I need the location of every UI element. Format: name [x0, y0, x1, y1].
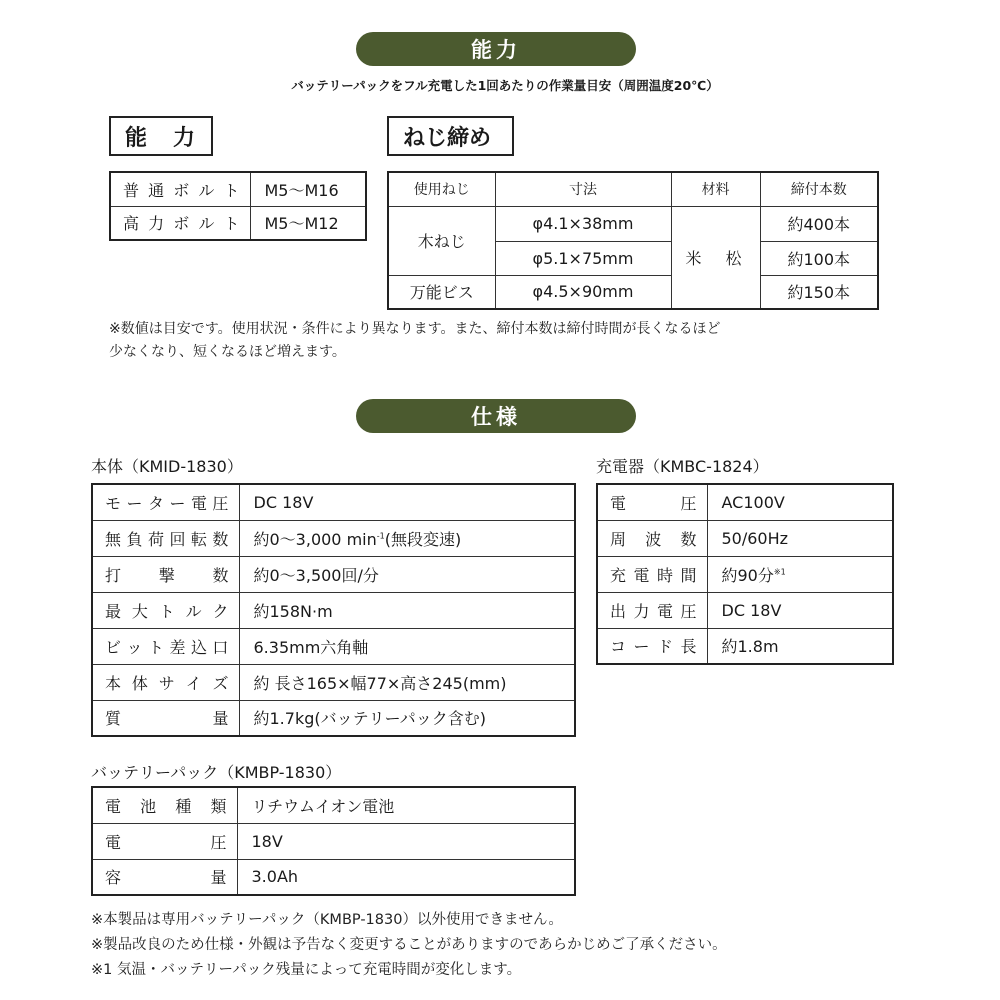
- value-text: 18V: [251, 831, 283, 851]
- label-char: 池: [140, 796, 157, 816]
- table-row: [92, 787, 575, 823]
- table-row: [92, 700, 575, 736]
- value-text: 約1.7kg(バッテリーパック含む): [253, 709, 487, 729]
- value-text: 50/60Hz: [721, 528, 789, 548]
- label-char: 電: [190, 493, 207, 513]
- value-text: 6.35mm六角軸: [253, 637, 369, 657]
- table-row: [388, 275, 878, 309]
- row-label: [92, 700, 239, 736]
- row-value: [707, 484, 893, 520]
- label-char: ク: [212, 601, 229, 621]
- row-label: [92, 628, 239, 664]
- label-char: 出: [610, 601, 627, 621]
- label-char: サ: [158, 673, 175, 693]
- label-char: 電: [610, 493, 627, 513]
- label-char: 圧: [680, 601, 697, 621]
- label-char: 本: [105, 673, 122, 693]
- row-value: [250, 206, 366, 240]
- label-char: ト: [158, 601, 175, 621]
- body-spec-title: 本体（KMID-1830）: [91, 457, 243, 476]
- capacity-box-title: 能 力: [109, 116, 213, 156]
- label-char: ト: [223, 214, 240, 234]
- value-text: AC100V: [721, 492, 785, 512]
- label-char: 込: [190, 637, 207, 657]
- row-value: [707, 556, 893, 592]
- table-row: [92, 823, 575, 859]
- label-char: 電: [633, 565, 650, 585]
- footnote: ※製品改良のため仕様・外観は予告なく変更することがありますのであらかじめご了承ください。: [91, 937, 727, 953]
- table-row: [92, 628, 575, 664]
- row-label: [92, 484, 239, 520]
- table-row: [110, 206, 366, 240]
- label-char: 口: [212, 637, 229, 657]
- table-row: [92, 520, 575, 556]
- label-char: 荷: [147, 529, 164, 549]
- row-value: [707, 592, 893, 628]
- row-label: [92, 664, 239, 700]
- capability-section-title: [356, 32, 636, 66]
- row-label: [92, 556, 239, 592]
- note-line: 少なくなり、短くなるほど増えます。: [109, 344, 346, 360]
- value-text: リチウムイオン電池: [251, 796, 395, 816]
- spec-section-title: [356, 399, 636, 433]
- label-char: ル: [198, 214, 215, 234]
- label-char: 数: [680, 529, 697, 549]
- label-char: ト: [147, 637, 164, 657]
- value-text: 約 長さ165×幅77×高さ245(mm): [253, 673, 507, 693]
- header-material: 材料: [671, 172, 760, 206]
- label-char: 質: [105, 709, 122, 729]
- label-char: 長: [680, 637, 697, 657]
- table-row: [597, 556, 893, 592]
- label-char: 最: [105, 601, 122, 621]
- value-text: 約0〜3,000 min: [253, 529, 377, 549]
- label-char: 差: [169, 637, 186, 657]
- value-text: DC 18V: [721, 600, 782, 620]
- size-cell: φ4.1×38mm: [495, 206, 671, 241]
- size-cell: φ4.5×90mm: [495, 275, 671, 309]
- table-row: [597, 592, 893, 628]
- row-label: [92, 592, 239, 628]
- row-label: [92, 520, 239, 556]
- value-text: M5〜M16: [264, 180, 339, 200]
- row-value: [707, 520, 893, 556]
- row-label: [110, 172, 250, 206]
- table-row: [597, 628, 893, 664]
- note-line: ※数値は目安です。使用状況・条件により異なります。また、締付本数は締付時間が長くなるほど: [109, 321, 721, 337]
- row-value: [707, 628, 893, 664]
- table-row: [388, 206, 878, 241]
- value-text: 約0〜3,500回/分: [253, 565, 379, 585]
- charger-spec-table: [596, 483, 894, 665]
- table-row: [92, 592, 575, 628]
- capacity-table: [109, 171, 367, 241]
- value-text: M5〜M12: [264, 214, 339, 234]
- row-value: [239, 520, 575, 556]
- label-char: 力: [148, 214, 165, 234]
- header-screw-type: 使用ねじ: [388, 172, 495, 206]
- row-value: [237, 823, 575, 859]
- battery-spec-table: [91, 786, 576, 896]
- label-char: 圧: [212, 493, 229, 513]
- count-cell: 約100本: [760, 241, 878, 275]
- label-char: ー: [169, 493, 186, 513]
- value-text: 約1.8m: [721, 637, 779, 657]
- value-text: 3.0Ah: [251, 867, 299, 887]
- body-spec-table: [91, 483, 576, 737]
- table-row: [597, 484, 893, 520]
- row-label: [92, 823, 237, 859]
- material-cell: 米 松: [671, 206, 760, 309]
- label-char: モ: [105, 493, 122, 513]
- footnote: ※1 気温・バッテリーパック残量によって充電時間が変化します。: [91, 962, 522, 978]
- label-char: 電: [105, 796, 122, 816]
- value-text: 約90分: [721, 565, 774, 585]
- screw-type-universal: 万能ビス: [388, 275, 495, 309]
- label-char: タ: [147, 493, 164, 513]
- label-char: ボ: [173, 180, 190, 200]
- label-char: 間: [680, 565, 697, 585]
- row-value: [250, 172, 366, 206]
- label-char: 容: [105, 868, 122, 888]
- spec-footnotes: [91, 908, 727, 983]
- label-char: 時: [656, 565, 673, 585]
- row-value: [237, 787, 575, 823]
- count-cell: 約400本: [760, 206, 878, 241]
- label-char: 充: [610, 565, 627, 585]
- label-char: 種: [175, 796, 192, 816]
- label-char: 波: [645, 529, 662, 549]
- label-char: 力: [633, 601, 650, 621]
- row-value: [239, 664, 575, 700]
- label-char: 電: [656, 601, 673, 621]
- row-value: [239, 700, 575, 736]
- label-char: ル: [198, 180, 215, 200]
- screw-table-header-row: [388, 172, 878, 206]
- screw-type-wood: 木ねじ: [388, 206, 495, 275]
- label-char: 負: [126, 529, 143, 549]
- capability-note: [109, 318, 721, 364]
- value-text: DC 18V: [253, 492, 314, 512]
- label-char: 類: [210, 796, 227, 816]
- label-char: ッ: [126, 637, 143, 657]
- label-char: ビ: [105, 637, 122, 657]
- label-char: 周: [610, 529, 627, 549]
- footnote: ※本製品は専用バッテリーパック（KMBP-1830）以外使用できません。: [91, 912, 563, 928]
- row-value: [237, 859, 575, 895]
- label-char: ボ: [173, 214, 190, 234]
- row-label: [92, 787, 237, 823]
- header-size: 寸法: [495, 172, 671, 206]
- table-row: [110, 172, 366, 206]
- row-label: [597, 520, 707, 556]
- row-value: [239, 628, 575, 664]
- label-char: 普: [123, 180, 140, 200]
- label-char: 撃: [158, 565, 175, 585]
- row-label: [597, 484, 707, 520]
- row-label: [597, 592, 707, 628]
- value-suffix: (無段変速): [384, 529, 462, 549]
- capability-subtitle: バッテリーパックをフル充電した1回あたりの作業量目安（周囲温度20℃）: [291, 78, 719, 93]
- label-char: 圧: [680, 493, 697, 513]
- value-superscript: -1: [376, 531, 385, 541]
- spec-title-text: 仕様: [471, 405, 521, 429]
- label-char: コ: [610, 637, 627, 657]
- table-row: [92, 484, 575, 520]
- label-char: 無: [105, 529, 122, 549]
- table-row: [92, 664, 575, 700]
- row-value: [239, 592, 575, 628]
- label-char: ト: [223, 180, 240, 200]
- label-char: ド: [656, 637, 673, 657]
- label-char: イ: [185, 673, 202, 693]
- label-char: 大: [131, 601, 148, 621]
- screw-box-title: ねじ締め: [387, 116, 514, 156]
- label-char: ー: [126, 493, 143, 513]
- header-count: 締付本数: [760, 172, 878, 206]
- screw-table: [387, 171, 879, 310]
- row-value: [239, 556, 575, 592]
- label-char: 電: [105, 832, 122, 852]
- row-label: [92, 859, 237, 895]
- label-char: ズ: [212, 673, 229, 693]
- label-char: 数: [212, 529, 229, 549]
- label-char: 量: [212, 709, 229, 729]
- label-char: 体: [131, 673, 148, 693]
- label-char: 通: [148, 180, 165, 200]
- table-row: [92, 859, 575, 895]
- count-cell: 約150本: [760, 275, 878, 309]
- label-char: ル: [185, 601, 202, 621]
- label-char: ー: [633, 637, 650, 657]
- label-char: 転: [190, 529, 207, 549]
- charger-spec-title: 充電器（KMBC-1824）: [596, 457, 769, 476]
- capability-title-text: 能力: [471, 38, 521, 62]
- label-char: 圧: [210, 832, 227, 852]
- value-text: 約158N·m: [253, 601, 333, 621]
- row-label: [597, 628, 707, 664]
- label-char: 高: [123, 214, 140, 234]
- value-superscript: ※1: [773, 567, 786, 577]
- size-cell: φ5.1×75mm: [495, 241, 671, 275]
- row-value: [239, 484, 575, 520]
- table-row: [92, 556, 575, 592]
- table-row: [597, 520, 893, 556]
- label-char: 回: [169, 529, 186, 549]
- label-char: 打: [105, 565, 122, 585]
- row-label: [110, 206, 250, 240]
- label-char: 量: [210, 868, 227, 888]
- battery-spec-title: バッテリーパック（KMBP-1830）: [91, 763, 342, 782]
- row-label: [597, 556, 707, 592]
- label-char: 数: [212, 565, 229, 585]
